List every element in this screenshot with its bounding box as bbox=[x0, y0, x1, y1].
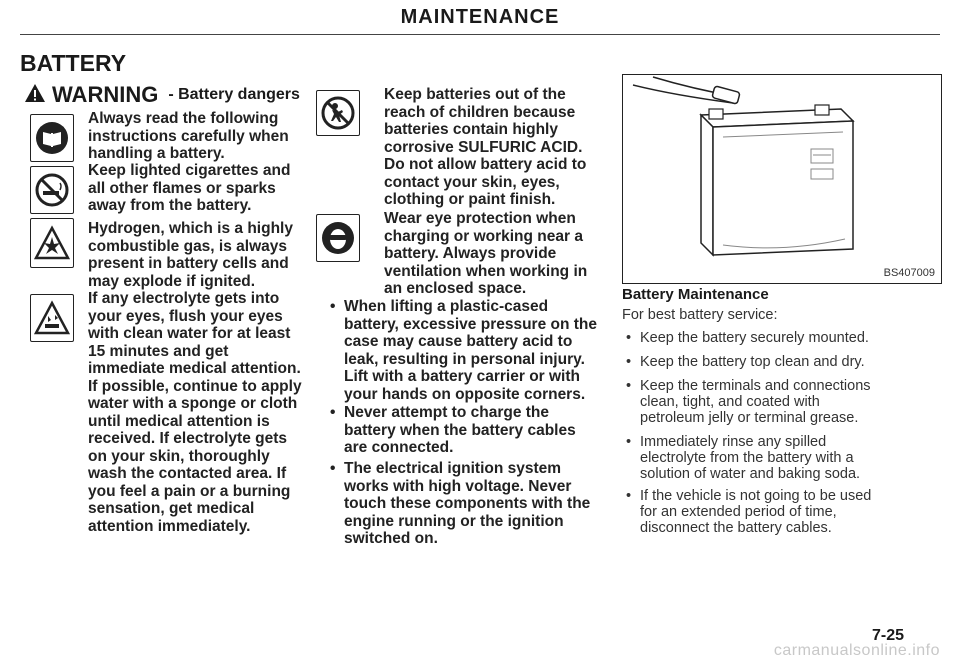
maintenance-item: • Keep the battery top clean and dry. bbox=[640, 354, 930, 370]
maintenance-item: • If the vehicle is not going to be used for an extended period of time, disconnect the battery cables. bbox=[640, 488, 930, 536]
maintenance-item: • Keep the battery securely mounted. bbox=[640, 330, 930, 346]
explosion-hazard-icon bbox=[30, 218, 74, 268]
bullet-ignition: • The electrical ignition system works with high voltage. Never touch these components with the engine running or the ignition switched on. bbox=[344, 460, 590, 548]
eye-protection-icon bbox=[316, 214, 360, 262]
warning-triangle-icon bbox=[24, 83, 46, 108]
bullet-lifting-battery: • When lifting a plastic-cased battery, excessive pressure on the case may cause battery acid to leak, resulting in personal injury. Lift with a battery carrier or with your hands on opposite corners. bbox=[344, 298, 597, 403]
no-smoking-icon bbox=[30, 166, 74, 214]
bullet-charging: • Never attempt to charge the battery when the battery cables are connected. bbox=[344, 404, 576, 457]
warning-heading bbox=[24, 82, 300, 108]
warning-label: WARNING bbox=[52, 82, 159, 107]
manual-book-icon bbox=[30, 114, 74, 162]
keep-away-children-icon bbox=[316, 90, 360, 136]
watermark: carmanualsonline.info bbox=[773, 642, 940, 659]
warning-text-read-instructions: Always read the following instructions carefully when handling a battery. bbox=[88, 110, 289, 162]
warning-text-children: Keep batteries out of the reach of children because batteries contain highly corrosive SULFURIC ACID. Do not allow battery acid to contact your skin, eyes, clothing or paint finish. bbox=[384, 86, 587, 208]
warning-text-eye-protection: Wear eye protection when charging or working near a battery. Always provide ventilation when working in an enclosed space. bbox=[384, 210, 588, 297]
header-divider bbox=[20, 34, 940, 35]
maintenance-title: Battery Maintenance bbox=[622, 286, 769, 303]
maintenance-item: • Immediately rinse any spilled electrolyte from the battery with a solution of water and baking soda. bbox=[640, 434, 930, 482]
warning-text-no-flames: Keep lighted cigarettes and all other flames or sparks away from the battery. bbox=[88, 162, 291, 214]
warning-subtitle: - Battery dangers bbox=[168, 86, 300, 103]
warning-text-electrolyte: If any electrolyte gets into your eyes, flush your eyes with clean water for at least 15 minutes and get immediate medical attention. If possible, continue to apply water with a sponge or cloth until medical attention is received. If electrolyte gets on your skin, thoroughly wash the contacted area. If you feel a pain or a burning sensation, get medical attention immediately. bbox=[88, 290, 302, 535]
battery-illustration bbox=[622, 74, 942, 284]
warning-text-hydrogen: Hydrogen, which is a highly combustible gas, is always present in battery cells and may explode if ignited. bbox=[88, 220, 293, 290]
battery-drawing-icon bbox=[623, 75, 941, 283]
page-header-title: MAINTENANCE bbox=[400, 6, 560, 28]
maintenance-item: • Keep the terminals and connections clean, tight, and coated with petroleum jelly or terminal grease. bbox=[640, 378, 930, 426]
corrosive-hazard-icon bbox=[30, 294, 74, 342]
section-title: BATTERY bbox=[20, 50, 127, 76]
figure-code: BS407009 bbox=[883, 267, 935, 279]
page-number: 7-25 bbox=[871, 627, 904, 644]
maintenance-intro: For best battery service: bbox=[622, 307, 778, 323]
